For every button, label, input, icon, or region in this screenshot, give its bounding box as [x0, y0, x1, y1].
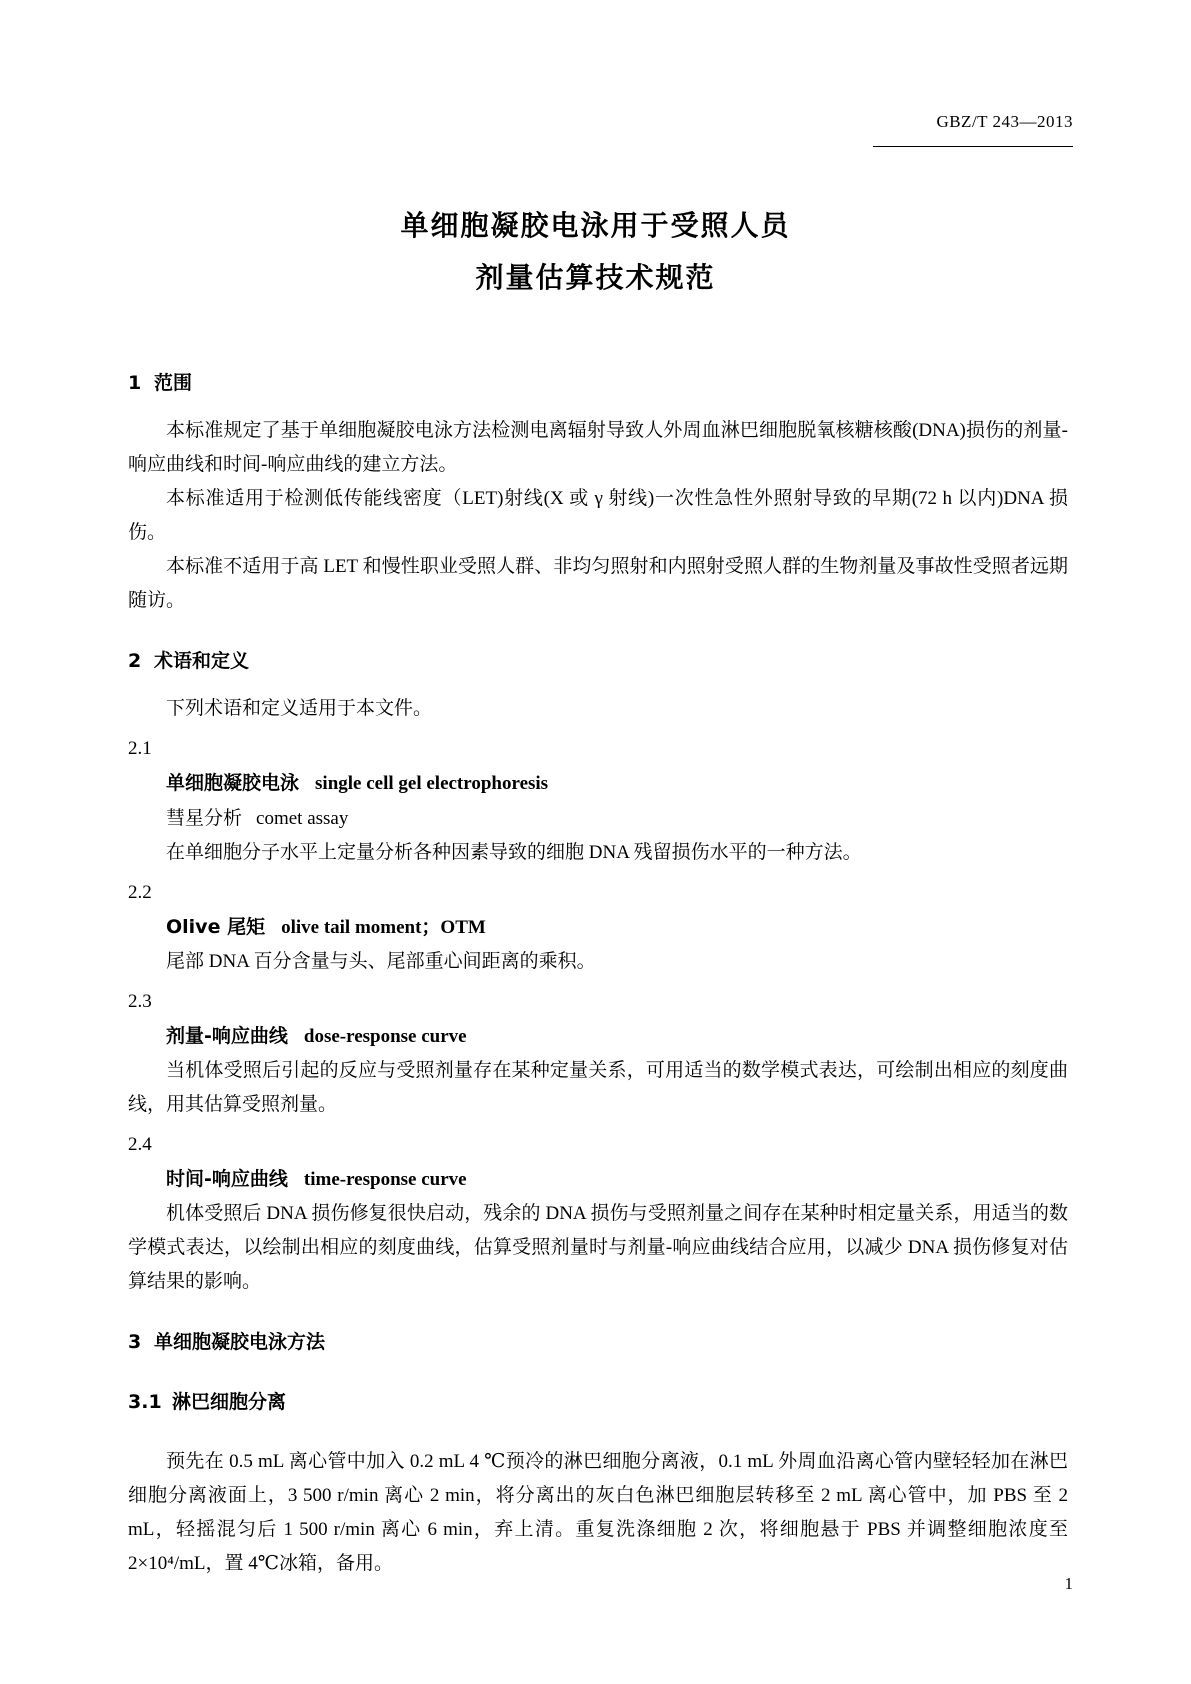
term-entry-2-1	[166, 766, 1068, 801]
term-entry-2-2	[166, 910, 1068, 945]
term-zh-2-3: 剂量-响应曲线	[166, 1025, 288, 1047]
title-line-2: 剂量估算技术规范	[475, 261, 716, 294]
term-zh-2-4: 时间-响应曲线	[166, 1168, 288, 1190]
term-alias-zh-2-1: 彗星分析	[166, 807, 243, 829]
term-alias-en-2-1: comet assay	[256, 808, 349, 829]
page-number: 1	[1064, 1574, 1073, 1593]
section-title-3-1: 淋巴细胞分离	[172, 1391, 287, 1413]
clause-number-2-1: 2.1	[128, 738, 152, 759]
section-number-3-1: 3.1	[128, 1391, 162, 1413]
clause-number-2-3: 2.3	[128, 991, 152, 1012]
section-heading-3-1	[128, 1385, 1068, 1419]
section-1-paragraph-1: 本标准规定了基于单细胞凝胶电泳方法检测电离辐射导致人外周血淋巴细胞脱氧核糖核酸(DNA)损伤的剂量-响应曲线和时间-响应曲线的建立方法。	[128, 420, 1068, 475]
term-definition-2-3: 当机体受照后引起的反应与受照剂量存在某种定量关系，可用适当的数学模式表达，可绘制出相应的刻度曲线，用其估算受照剂量。	[128, 1060, 1068, 1115]
term-en-2-4: time-response curve	[303, 1169, 467, 1190]
term-zh-2-2: Olive 尾矩	[166, 916, 266, 938]
header-standard-code: GBZ/T 243—2013	[936, 112, 1073, 131]
term-entry-2-4	[166, 1162, 1068, 1197]
clause-number-2-2: 2.2	[128, 882, 152, 903]
clause-number-2-4: 2.4	[128, 1134, 152, 1155]
title-line-1: 单细胞凝胶电泳用于受照人员	[400, 209, 791, 242]
section-title-1: 范围	[154, 372, 193, 394]
section-1-paragraph-2: 本标准适用于检测低传能线密度（LET)射线(X 或 γ 射线)一次性急性外照射导致的早期(72 h 以内)DNA 损伤。	[128, 488, 1068, 543]
section-title-3: 单细胞凝胶电泳方法	[154, 1331, 326, 1353]
section-heading-2	[128, 644, 1068, 678]
term-alias-2-1	[166, 801, 1068, 836]
section-1-paragraph-3: 本标准不适用于高 LET 和慢性职业受照人群、非均匀照射和内照射受照人群的生物剂量及事故性受照者远期随访。	[128, 556, 1068, 611]
page-title	[0, 200, 1191, 304]
term-definition-2-2: 尾部 DNA 百分含量与头、尾部重心间距离的乘积。	[166, 951, 596, 972]
section-title-2: 术语和定义	[154, 650, 250, 672]
section-number-1: 1	[128, 372, 142, 394]
section-number-3: 3	[128, 1331, 142, 1353]
header-divider	[873, 146, 1073, 147]
term-zh-2-1: 单细胞凝胶电泳	[166, 772, 300, 794]
term-en-2-3: dose-response curve	[303, 1026, 467, 1047]
section-2-lead: 下列术语和定义适用于本文件。	[166, 698, 433, 719]
term-definition-2-4: 机体受照后 DNA 损伤修复很快启动，残余的 DNA 损伤与受照剂量之间存在某种时相定量关系，用适当的数学模式表达，以绘制出相应的刻度曲线，估算受照剂量时与剂量-响应曲线结合应用，以减少 DNA 损伤修复对估算结果的影响。	[128, 1203, 1068, 1292]
term-en-2-2: olive tail moment；OTM	[281, 917, 486, 938]
document-body	[128, 340, 1068, 1581]
term-definition-2-1: 在单细胞分子水平上定量分析各种因素导致的细胞 DNA 残留损伤水平的一种方法。	[166, 842, 862, 863]
section-3-1-paragraph-1: 预先在 0.5 mL 离心管中加入 0.2 mL 4 ℃预冷的淋巴细胞分离液，0.1 mL 外周血沿离心管内壁轻轻加在淋巴细胞分离液面上，3 500 r/min 离心 2 min，将分离出的灰白色淋巴细胞层转移至 2 mL 离心管中，加 PBS 至 2 mL，轻摇混匀后 1 500 r/min 离心 6 min，弃上清。重复洗涤细胞 2 次，将细胞悬于 PBS 并调整细胞浓度至 2×10⁴/mL，置 4℃冰箱，备用。	[128, 1451, 1068, 1574]
section-number-2: 2	[128, 650, 142, 672]
section-heading-3	[128, 1325, 1068, 1359]
section-heading-1	[128, 366, 1068, 400]
term-en-2-1: single cell gel electrophoresis	[315, 773, 549, 794]
term-entry-2-3	[166, 1019, 1068, 1054]
